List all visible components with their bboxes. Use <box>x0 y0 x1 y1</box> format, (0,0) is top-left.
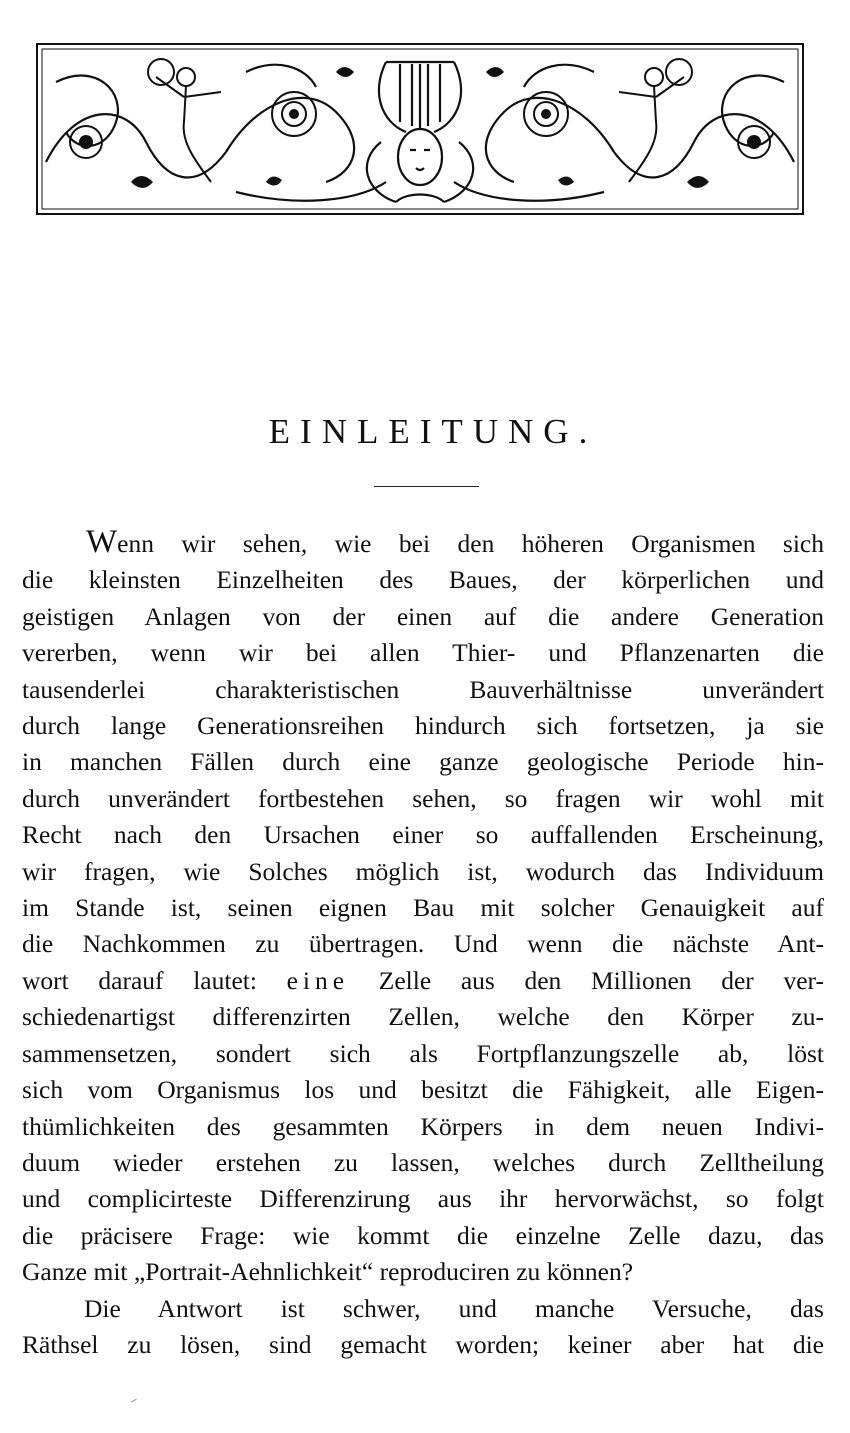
text-line: sich vom Organismus los und besitzt die Fähigkeit, alle Eigen- <box>22 1075 824 1105</box>
text-line: und complicirteste Differenzirung aus ihr hervorwächst, so folgt <box>22 1184 824 1214</box>
text-line: sammensetzen, sondert sich als Fortpflanzungszelle ab, löst <box>22 1038 824 1068</box>
text-line: schiedenartigst differenzirten Zellen, welche den Körper zu- <box>22 1002 824 1032</box>
heading-rule <box>374 486 479 487</box>
emphasized-word: eine <box>286 965 350 995</box>
text-line: Ganze mit „Portrait-Aehnlichkeit“ reproduciren zu können? <box>22 1257 634 1287</box>
text-line: durch lange Generationsreihen hindurch sich fortsetzen, ja sie <box>22 711 824 741</box>
text-line: Die Antwort ist schwer, und manche Versuche, das <box>84 1293 824 1323</box>
text-line: die kleinsten Einzelheiten des Baues, der körperlichen und <box>22 565 824 595</box>
text-line: Recht nach den Ursachen einer so auffallenden Erscheinung, <box>22 820 824 850</box>
stray-mark <box>131 1399 137 1403</box>
text-line: durch unverändert fortbestehen sehen, so fragen wir wohl mit <box>22 783 824 813</box>
text-line: vererben, wenn wir bei allen Thier- und Pflanzenarten die <box>22 638 824 668</box>
text-line: tausenderlei charakteristischen Bauverhältnisse unverändert <box>22 674 824 704</box>
chapter-heading: EINLEITUNG. <box>268 412 598 451</box>
text-line-rest: enn wir sehen, wie bei den höheren Organismen sich <box>117 529 824 558</box>
body-text <box>22 524 824 1363</box>
paragraph-1 <box>22 524 824 1291</box>
text-line: duum wieder erstehen zu lassen, welches durch Zelltheilung <box>22 1147 824 1177</box>
decorative-headpiece-icon <box>36 42 804 216</box>
ornament-svg <box>36 42 804 216</box>
text-line: die Nachkommen zu übertragen. Und wenn die nächste Ant- <box>22 929 824 959</box>
text-fragment: Zelle aus den Millionen der ver- <box>349 965 824 995</box>
text-fragment: wort darauf lautet: <box>22 965 287 995</box>
text-line: thümlichkeiten des gesammten Körpers in dem neuen Indivi- <box>22 1111 824 1141</box>
text-line: wir fragen, wie Solches möglich ist, wodurch das Individuum <box>22 856 824 886</box>
text-line <box>22 524 824 562</box>
text-line: die präcisere Frage: wie kommt die einzelne Zelle dazu, das <box>22 1220 824 1250</box>
text-line: im Stande ist, seinen eignen Bau mit solcher Genauigkeit auf <box>22 893 824 923</box>
text-line: Räthsel zu lösen, sind gemacht worden; keiner aber hat die <box>22 1329 824 1359</box>
text-line <box>22 963 824 999</box>
text-line: geistigen Anlagen von der einen auf die andere Generation <box>22 601 824 631</box>
initial-letter: W <box>86 524 118 560</box>
text-line: in manchen Fällen durch eine ganze geologische Periode hin- <box>22 747 824 777</box>
paragraph-2 <box>22 1291 824 1364</box>
